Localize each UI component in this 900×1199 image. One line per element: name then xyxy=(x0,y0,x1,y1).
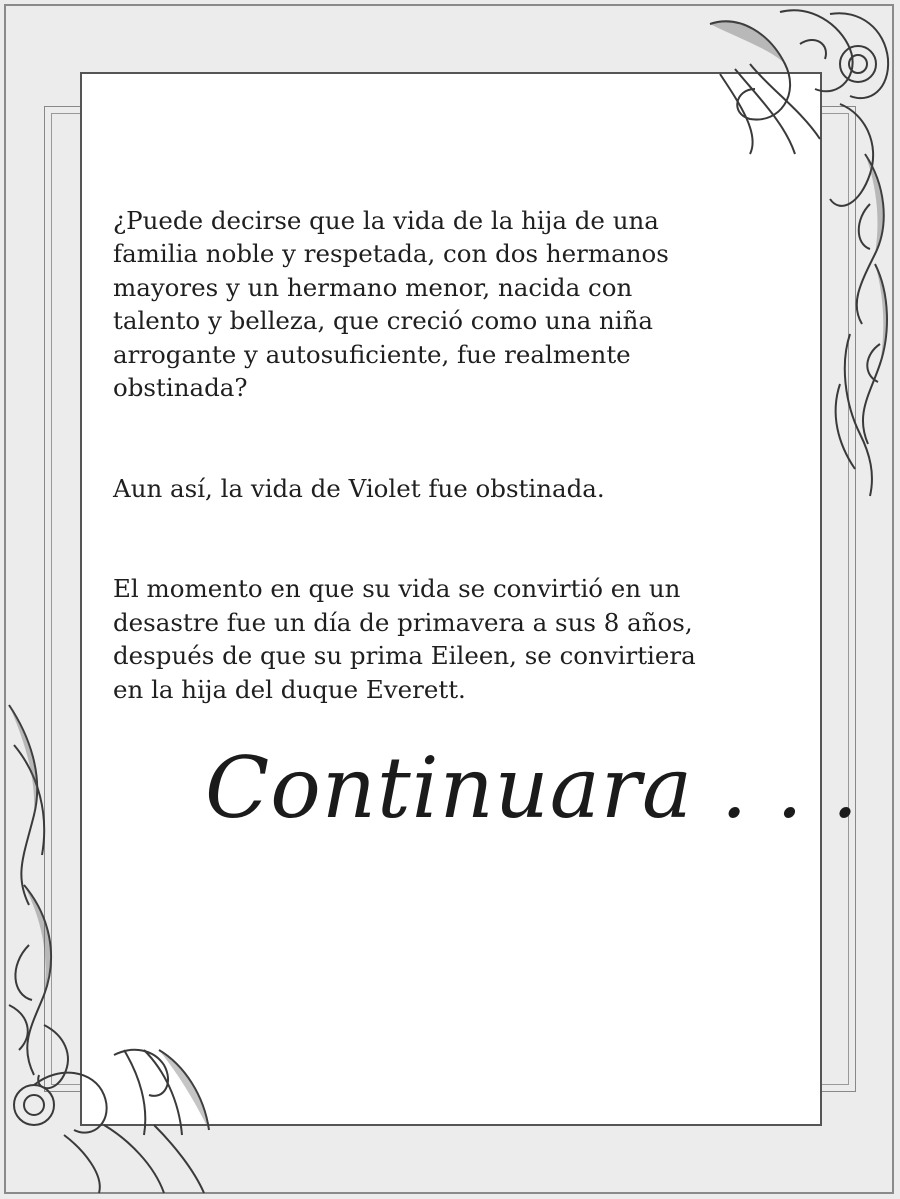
floral-ornament-bottom-left-icon xyxy=(4,705,214,1195)
continuara-signature xyxy=(205,735,860,845)
paragraph-2: Aun así, la vida de Violet fue obstinada. xyxy=(113,473,605,503)
story-text xyxy=(113,170,813,773)
paragraph-1: ¿Puede decirse que la vida de la hija de una familia noble y respetada, con dos hermanos mayores y un hermano menor, nacida con talento y belleza, que creció como una niña arrogante y autosuficiente, fue realmente obstinada? xyxy=(113,205,669,402)
continuara-text: Continuara . . . xyxy=(205,739,860,837)
paragraph-3: El momento en que su vida se convirtió en un desastre fue un día de primavera a sus 8 años, después de que su prima Eileen, se convirtiera en la hija del duque Everett. xyxy=(113,574,696,704)
